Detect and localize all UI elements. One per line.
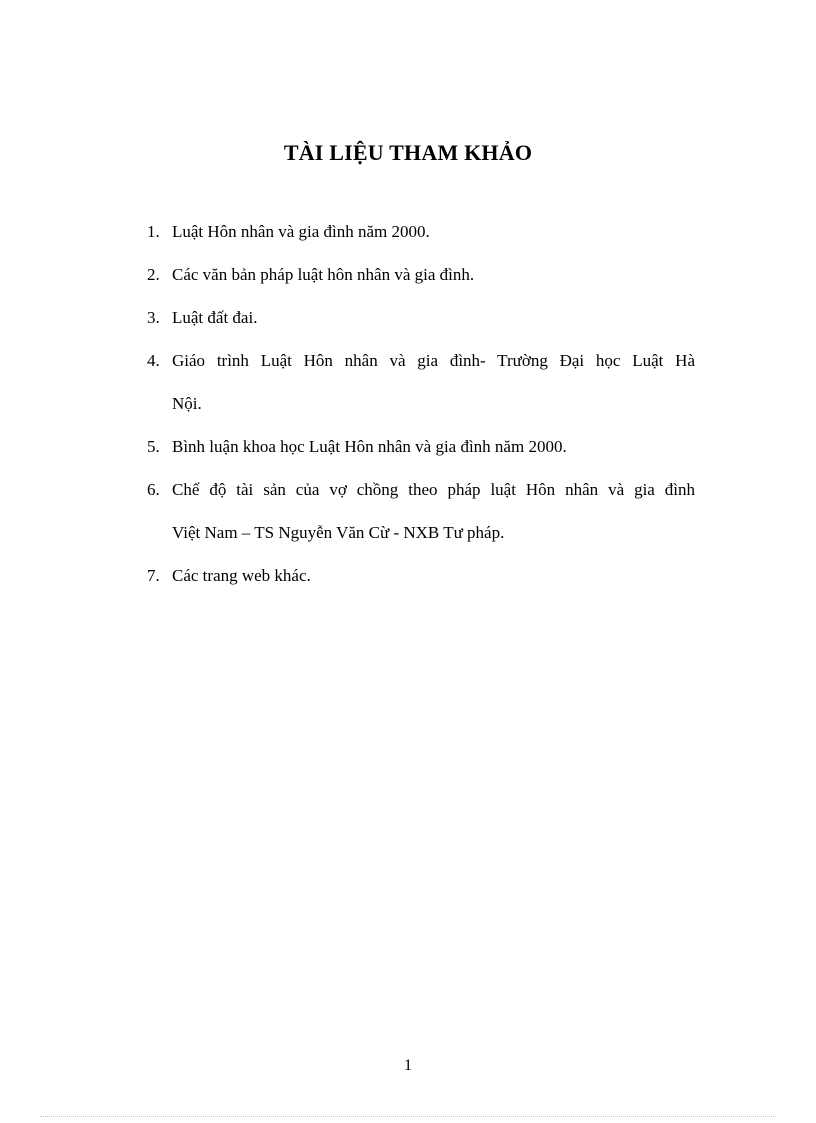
reference-list xyxy=(147,210,695,597)
reference-item-5 xyxy=(147,425,695,468)
reference-text: Bình luận khoa học Luật Hôn nhân và gia đình năm 2000. xyxy=(172,437,567,456)
reference-item-7 xyxy=(147,554,695,597)
page-number: 1 xyxy=(404,1057,412,1074)
reference-number: 3. xyxy=(147,308,160,327)
reference-number: 2. xyxy=(147,265,160,284)
reference-item-1 xyxy=(147,210,695,253)
reference-number: 7. xyxy=(147,566,160,585)
reference-item-2 xyxy=(147,253,695,296)
reference-item-6 xyxy=(147,468,695,554)
reference-text: Luật Hôn nhân và gia đình năm 2000. xyxy=(172,222,430,241)
reference-text-line-2: Việt Nam – TS Nguyễn Văn Cừ - NXB Tư pháp. xyxy=(172,523,505,542)
reference-number: 5. xyxy=(147,437,160,456)
reference-text-line-1: Chế độ tài sản của vợ chồng theo pháp luật Hôn nhân và gia đình xyxy=(172,480,695,499)
page-bottom-divider xyxy=(40,1116,776,1117)
reference-text: Các trang web khác. xyxy=(172,566,311,585)
reference-number: 6. xyxy=(147,480,160,499)
reference-item-4 xyxy=(147,339,695,425)
page-title: TÀI LIỆU THAM KHẢO xyxy=(283,140,533,165)
reference-text-line-1: Giáo trình Luật Hôn nhân và gia đình- Trường Đại học Luật Hà xyxy=(172,351,695,370)
reference-number: 4. xyxy=(147,351,160,370)
reference-text: Luật đất đai. xyxy=(172,308,258,327)
reference-text-line-2: Nội. xyxy=(172,394,202,413)
reference-item-3 xyxy=(147,296,695,339)
reference-text: Các văn bản pháp luật hôn nhân và gia đình. xyxy=(172,265,475,284)
reference-number: 1. xyxy=(147,222,160,241)
